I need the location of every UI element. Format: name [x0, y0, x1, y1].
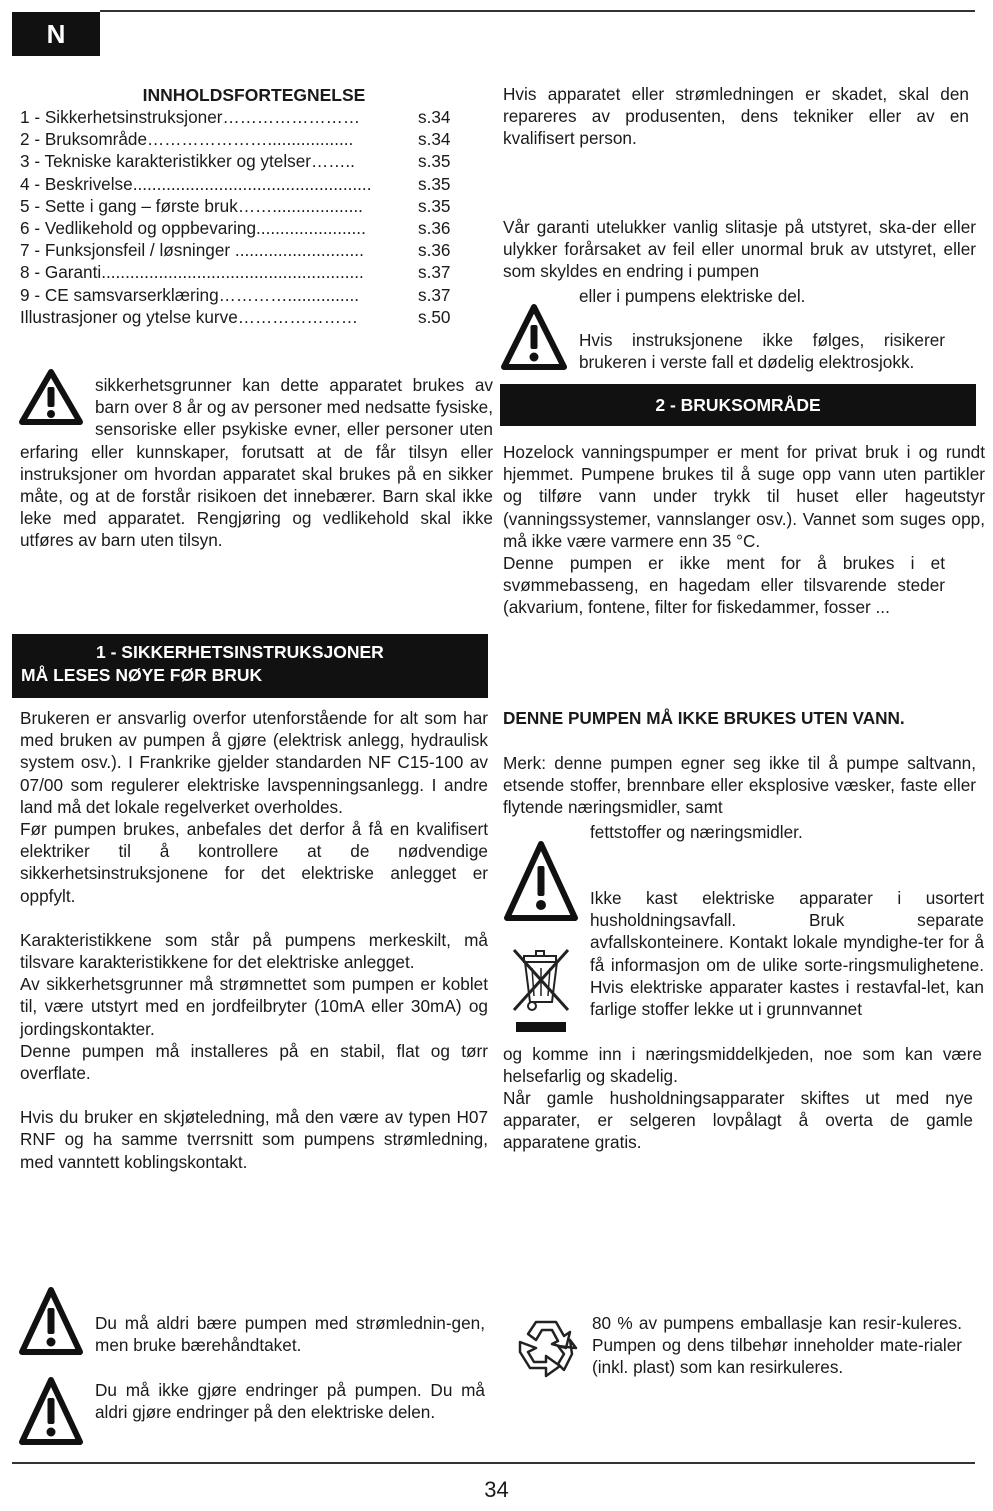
section-1-header: [12, 634, 488, 698]
toc-item-page: s.36: [418, 218, 451, 239]
weee-text-retailer: Når gamle husholdningsapparater skiftes ut med nye apparater, er selgeren lovpålagt å overta de gamle apparatene gratis.: [503, 1088, 973, 1153]
toc-item-title: 3 - Tekniske karakteristikker og ytelser……..: [20, 151, 355, 172]
toc-item: [20, 306, 458, 328]
recycle-text: 80 % av pumpens emballasje kan resir-kuleres. Pumpen og dens tilbehør inneholder mate-rialer (inkl. plast) som kan resirkuleres.: [592, 1313, 962, 1378]
toc-item-title: 9 - CE samsvarserklæring…………...............: [20, 284, 360, 305]
page-number: 34: [484, 1477, 509, 1502]
weee-text: Ikke kast elektriske apparater i usortert husholdningsavfall. Bruk separate avfallskonteinere. Kontakt lokale myndighe-ter for å få informasjon om de ulike sorte-ringsmulighetene. Hvis elektriske apparater kastes i restavfal-let, kan farlige stoffer lekke ut i grunnvannet: [590, 888, 984, 1020]
section-2-body: [503, 441, 985, 619]
toc-item-page: s.34: [418, 107, 451, 127]
modify-warning-text: Du må ikke gjøre endringer på pumpen. Du må aldri gjøre endringer på den elektriske delen.: [95, 1380, 485, 1423]
toc-item-page: s.37: [418, 284, 451, 305]
section-1-subtitle: MÅ LESES NØYE FØR BRUK: [21, 665, 263, 685]
language-badge: [12, 12, 100, 56]
guarantee-exclusion-paragraph: Vår garanti utelukker vanlig slitasje på utstyret, ska-der eller ulykker forårsaket av feil eller unormal bruk av utstyret, eller som skyldes en endring i pumpen: [503, 217, 976, 282]
weee-bin-icon: [510, 946, 572, 1045]
children-warning-text: sikkerhetsgrunner kan dette apparatet brukes av barn over 8 år og av personer med nedsatte fysiske, sensoriske eller psykiske evner, eller personer uten erfaring eller kunnskaper, forutsatt at de får tilsyn eller instruksjoner om hvordan apparatet skal brukes på en sikker måte, og at de forstår risikoen det innebærer. Barn skal ikke leke med apparatet. Rengjøring og vedlikehold skal ikke utføres av barn uten tilsyn.: [20, 375, 493, 551]
note-paragraph: Merk: denne pumpen egner seg ikke til å pumpe saltvann, etsende stoffer, brennbare eller eksplosive væsker, faste eller flytende næringsmidler, samt: [503, 753, 976, 818]
language-code: N: [46, 18, 66, 49]
electric-shock-warning-text: Hvis instruksjonene ikke følges, risikerer brukeren i verste fall et dødelig elektrosjokk.: [579, 330, 945, 373]
toc-item-title: 1 - Sikkerhetsinstruksjoner……………………: [20, 107, 361, 127]
toc-item-page: s.35: [418, 151, 451, 172]
extension-cord-paragraph: Hvis du bruker en skjøteledning, må den være av typen H07 RNF og ha samme tverrsnitt som pumpens strømledning, med vanntett koblingskontakt.: [20, 1107, 488, 1172]
toc-item-title: 5 - Sette i gang – første bruk……...................: [20, 195, 363, 216]
rcd-paragraph: Av sikkerhetsgrunner må strømnettet som pumpen er koblet til, være utstyrt med en jordfeilbryter (10mA eller 30mA) og jordingskontakter.: [20, 974, 488, 1039]
guarantee-exclusion-end: eller i pumpens elektriske del.: [579, 286, 806, 306]
toc-item-page: s.35: [418, 173, 451, 194]
toc-item: [20, 128, 458, 150]
warning-icon: [18, 1286, 84, 1358]
user-responsibility-paragraph: Brukeren er ansvarlig overfor utenforstående for alt som har med bruken av pumpen å gjøre (elektrisk anlegg, hydraulisk system osv.). I Frankrike gjelder standarden NF C15-100 av 07/00 som regulerer elektriske lavspenningsanlegg. I andre land må det lokale regelverket overholdes.: [20, 708, 488, 817]
header-rule: [100, 10, 975, 12]
toc-item: [20, 261, 458, 283]
nameplate-paragraph: Karakteristikkene som står på pumpens merkeskilt, må tilsvare karakteristikkene for det elektriske anlegget.: [20, 929, 488, 973]
no-dry-run-heading: DENNE PUMPEN MÅ IKKE BRUKES UTEN VANN.: [503, 708, 905, 728]
surface-paragraph: Denne pumpen må installeres på en stabil, flat og tørr overflate.: [20, 1040, 488, 1084]
toc-title: INNHOLDSFORTEGNELSE: [142, 85, 366, 105]
carry-warning-text: Du må aldri bære pumpen med strømlednin-gen, men bruke bærehåndtaket.: [95, 1313, 485, 1356]
toc-item-title: 8 - Garanti.......................................................: [20, 262, 364, 283]
use-paragraph: Hozelock vanningspumper er ment for privat bruk i og rundt hjemmet. Pumpene brukes til å suge opp vann uten partikler og tilføre vann under trykk til huset eller hageutstyr (vanningssystemer, vannslanger osv.). Vannet som suges opp, må ikke være varmere enn 35 °C.: [503, 442, 985, 551]
warning-icon: [500, 303, 568, 373]
toc-item-title: 4 - Beskrivelse..................................................: [20, 173, 372, 194]
weee-text-continued: og komme inn i næringsmiddelkjeden, noe som kan være helsefarlig og skadelig.: [503, 1044, 982, 1087]
footer-rule: [12, 1462, 975, 1464]
recycle-icon: [506, 1312, 586, 1397]
toc-item: [20, 106, 458, 128]
toc-item-title: Illustrasjoner og ytelse kurve…………………: [20, 306, 359, 327]
toc-item-page: s.34: [418, 129, 451, 150]
toc-item: [20, 217, 458, 239]
toc-item-page: s.35: [418, 195, 451, 216]
toc-item: [20, 173, 458, 195]
note-paragraph-end: fettstoffer og næringsmidler.: [590, 822, 803, 842]
not-for-paragraph: Denne pumpen er ikke ment for å brukes i et svømmebasseng, en hagedam eller tilsvarende steder (akvarium, fontene, filter for fiskedammer, fosser ...: [503, 553, 945, 618]
electrician-paragraph: Før pumpen brukes, anbefales det derfor å få en kvalifisert elektriker til å kontrollere at de nødvendige sikkerhetsinstruksjonene for det elektriske anlegget er oppfylt.: [20, 819, 488, 906]
toc-item-title: 7 - Funksjonsfeil / løsninger ...........................: [20, 240, 364, 261]
section-1-body: [20, 707, 488, 1173]
damaged-cord-paragraph: Hvis apparatet eller strømledningen er skadet, skal den repareres av produsenten, dens tekniker eller av en kvalifisert person.: [503, 84, 969, 149]
toc-item-title: 6 - Vedlikehold og oppbevaring.......................: [20, 218, 366, 239]
toc-item-page: s.50: [418, 306, 451, 327]
toc-item-page: s.36: [418, 240, 451, 261]
warning-icon: [18, 1376, 84, 1448]
warning-icon: [503, 840, 579, 924]
toc-item: [20, 150, 458, 172]
toc-item-page: s.37: [418, 262, 451, 283]
section-2-header: [500, 384, 976, 426]
table-of-contents: [20, 84, 458, 328]
toc-item: [20, 239, 458, 261]
toc-list: [20, 106, 458, 328]
section-1-title: 1 - SIKKERHETSINSTRUKSJONER: [96, 642, 384, 662]
section-2-title: 2 - BRUKSOMRÅDE: [655, 394, 821, 415]
toc-item: [20, 195, 458, 217]
toc-item-title: 2 - Bruksområde…………………..................: [20, 129, 354, 150]
toc-item: [20, 284, 458, 306]
